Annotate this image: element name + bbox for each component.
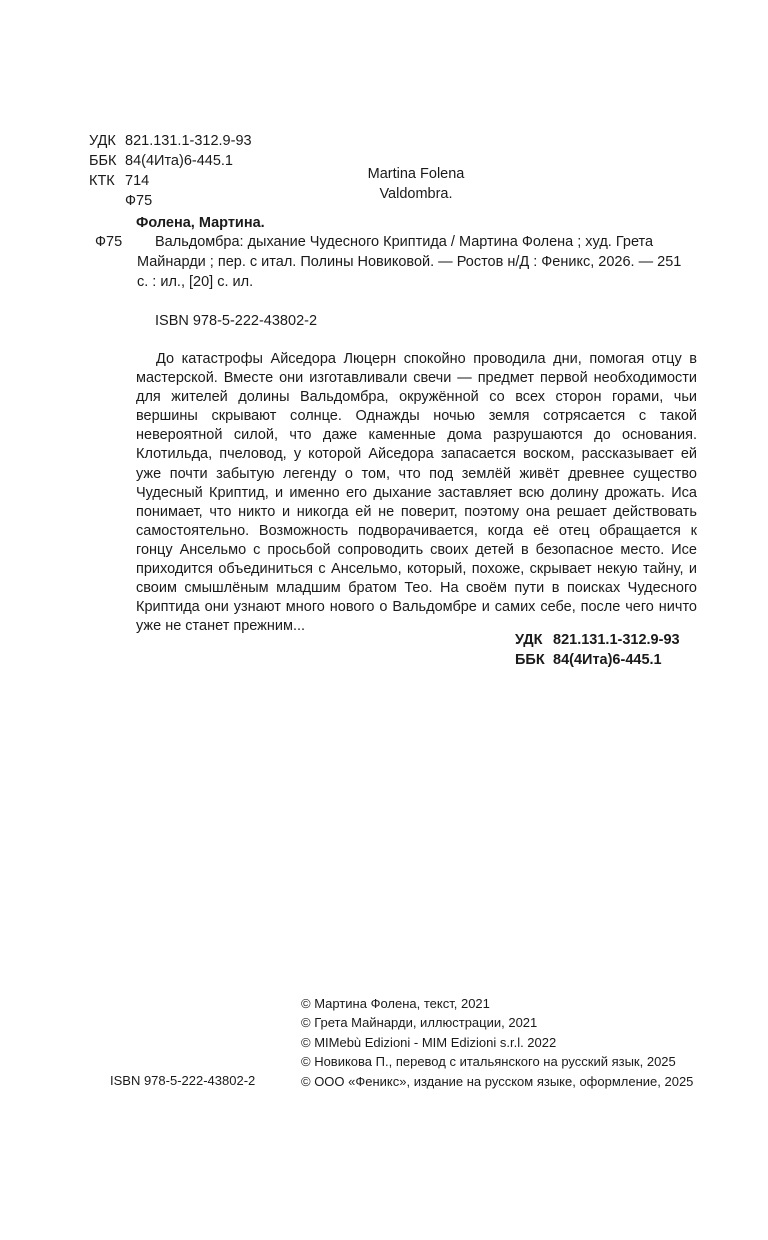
ktk-label: КТК — [89, 173, 115, 189]
author-code-top: Ф75 — [125, 193, 153, 209]
copyright-line: © Грета Майнарди, иллюстрации, 2021 — [301, 1015, 538, 1031]
bbk-label: ББК — [89, 153, 117, 169]
annotation: До катастрофы Айседора Люцерн спокойно проводила дни, помогая отцу в мастерской. Вместе они изготавливали свечи — предмет первой необходимости для жителей долины Вальдомбра, окружённой со всех сторон горами, чьи вершины скрывают солнце. Однажды ночью земля сотрясается с такой невероятной силой, что даже каменные дома разрушаются до основания. Клотильда, пчеловод, у которой Айседора запасается воском, рассказывает ей уже почти забытую легенду о том, что под землёй живёт древнее существо Чудесный Криптид, и именно его дыхание заставляет всю долину дрожать. Иса понимает, что никто и никогда ей не поверит, поэтому она решает действовать самостоятельно. Возможность подворачивается, когда её отец обращается к гонцу Ансельмо с просьбой сопроводить своих детей в безопасное место. Исе приходится объединиться с Ансельмо, который, похоже, скрывает некую тайну, и своим смышлёным младшим братом Тео. На своём пути в поисках Чудесного Криптида они узнают много нового о Вальдомбре и самих себе, после чего ничто уже не станет прежним... — [136, 351, 697, 635]
ktk-value: 714 — [125, 173, 150, 189]
final-bbk-label: ББК — [515, 652, 545, 668]
final-bbk-row — [515, 650, 680, 670]
final-udk-row — [515, 630, 680, 650]
final-bbk-value: 84(4Ита)6-445.1 — [553, 652, 662, 668]
final-udk-value: 821.131.1-312.9-93 — [553, 632, 680, 648]
bbk-row — [89, 151, 252, 171]
original-author: Martina Folena — [367, 166, 465, 182]
catalog-heading: Фолена, Мартина. — [136, 215, 265, 231]
final-udk-label: УДК — [515, 632, 543, 648]
udk-label: УДК — [89, 133, 116, 149]
copyright-line: © Новикова П., перевод с итальянского на русский язык, 2025 — [301, 1054, 676, 1070]
author-code-margin: Ф75 — [95, 234, 123, 250]
copyright-line: © MIMebù Edizioni - MIM Edizioni s.r.l. 2022 — [301, 1034, 557, 1050]
copyright-notices — [301, 994, 693, 1091]
bbk-value: 84(4Ита)6-445.1 — [125, 153, 233, 169]
udk-value: 821.131.1-312.9-93 — [125, 133, 252, 149]
final-classification-codes — [515, 630, 680, 670]
copyright-line: © ООО «Феникс», издание на русском языке, оформление, 2025 — [301, 1073, 694, 1089]
isbn-bottom: ISBN 978-5-222-43802-2 — [110, 1073, 256, 1088]
copyright-line: © Мартина Фолена, текст, 2021 — [301, 996, 490, 1011]
isbn-main: ISBN 978-5-222-43802-2 — [155, 313, 318, 329]
udk-row — [89, 131, 252, 151]
original-title: Valdombra. — [379, 186, 453, 202]
ktk-row — [89, 171, 252, 191]
bibliographic-description: Вальдомбра: дыхание Чудесного Криптида / Мартина Фолена ; худ. Грета Майнарди ; пер. с итал. Полины Новиковой. — Ростов н/Д : Феникс, 2026. — 251 с. : ил., [20] с. ил. — [137, 234, 682, 290]
original-edition — [300, 164, 532, 204]
classification-codes — [89, 131, 252, 191]
